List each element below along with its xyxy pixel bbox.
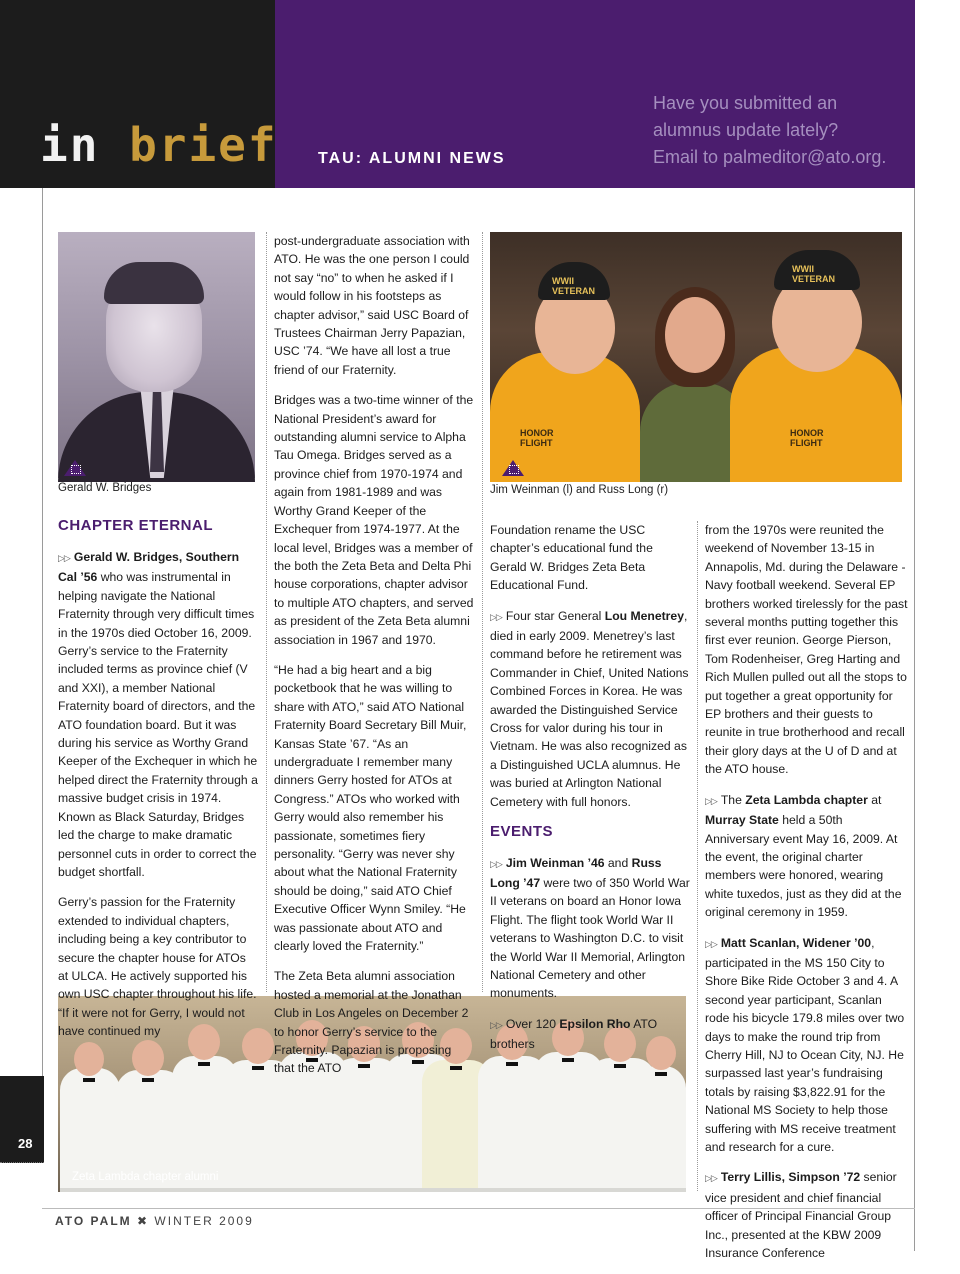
bow-tie (655, 1072, 667, 1076)
bullet-arrows-icon: ▷▷ (705, 939, 717, 950)
cap-badge: WWII VETERAN (552, 276, 596, 296)
ato-logo-icon (502, 460, 524, 476)
bullet-arrows-icon: ▷▷ (490, 859, 502, 870)
right-margin-rule (914, 188, 915, 1251)
left-margin-rule (42, 188, 43, 1076)
name-highlight: Jim Weinman ’46 (505, 855, 605, 870)
title-in: in (40, 118, 100, 172)
promo-text (653, 90, 903, 171)
paragraph: Bridges was a two-time winner of the National President’s award for outstanding alumni service to Alpha Tau Omega. Bridges served as a province chief from 1970-1974 and again from 1981-1989 and was Worthy Grand Keeper of the Exchequer from 1974-1977. At the local level, Bridges was a member of the both the Zeta Beta and Delta Phi house corporations, chapter advisor to multiple ATO chapters, and served as president of the Zeta Beta alumni association in 1967 and 1970. (274, 393, 474, 647)
bow-tie (198, 1062, 210, 1066)
footer (55, 1214, 254, 1228)
paragraph-text: , participated in the MS 150 City to Shore Bike Ride October 3 and 4. A second year participant, Scanlan rode his bicycle 179.8 miles over two days to make the round trip from Cherry Hill, NJ to Ocean City, NJ. He surpassed last year’s fundraising totals by raising $3,822.91 for the National MS Society to help those suffering with MS receive treatment and research for a cure. (705, 935, 905, 1154)
paragraph (705, 934, 908, 1157)
paragraph-text: at (871, 792, 882, 807)
white-jacket (634, 1066, 686, 1192)
paragraph-text: The (720, 792, 742, 807)
paragraph: “He had a big heart and a big pocketbook that he was willing to share with ATO,” said ATO National Fraternity Board Secretary Bill Muir, Kansas State ’67. “As an undergraduate I remember many dinners Gerry hosted for ATOs at Congress.” ATOs who worked with Gerry would also remember his passionate, sometimes fiery personality. “Gerry was never shy about what the National Fraternity should be doing,” said ATO Chief Executive Officer Wynn Smiley. “He was passionate about ATO and clearly loved the Fraternity.” (274, 662, 467, 954)
column-1 (58, 548, 258, 1053)
name-highlight: Lou Menetrey (604, 608, 684, 623)
caption-weinman-long: Jim Weinman (l) and Russ Long (r) (490, 484, 669, 496)
name-highlight: Terry Lillis, Simpson ’72 (720, 1170, 861, 1185)
column-3 (490, 521, 690, 1066)
paragraph-text: Four star General (505, 608, 602, 623)
footer-issue: WINTER 2009 (154, 1214, 254, 1228)
bullet-arrows-icon: ▷▷ (490, 612, 502, 623)
heading-events: EVENTS (490, 823, 554, 841)
bullet-arrows-icon: ▷▷ (705, 1174, 717, 1185)
paragraph: The Zeta Beta alumni association hosted a memorial at the Jonathan Club in Los Angeles on December 2 to honor Gerry’s service to the Fraternity. Papazian is proposing that the ATO (274, 969, 469, 1076)
name-highlight: Gerald W. Bridges, Southern Cal ’56 (58, 550, 240, 585)
bow-tie (142, 1078, 154, 1082)
column-divider (482, 232, 483, 992)
photo-weinman-long (490, 232, 902, 478)
shirt-print: HONOR FLIGHT (520, 428, 554, 448)
in-brief-title (40, 118, 278, 172)
paragraph: Gerry’s passion for the Fraternity extended to individual chapters, including being a key contributor to secure the chapter house for ATOs at ULCA. He actively supported his own USC chapter throughout his life. “If it were not for Gerry, I would not have continued my (58, 895, 257, 1039)
bullet-arrows-icon: ▷▷ (58, 554, 70, 564)
paragraph-text: Over 120 (505, 1016, 556, 1031)
caption-bridges: Gerald W. Bridges (58, 482, 152, 494)
bow-tie (83, 1078, 95, 1082)
footer-cross-icon: ✖ (137, 1214, 150, 1228)
promo-line: Email to palmeditor@ato.org. (653, 147, 887, 167)
bow-tie (252, 1066, 264, 1070)
column-4 (705, 521, 908, 1274)
promo-line: alumnus update lately? (653, 120, 839, 140)
cap-badge: WWII VETERAN (792, 264, 836, 284)
paragraph: post-undergraduate association with ATO. He was the one person I could not say “no” to when he asked if I would follow in his footsteps as chapter advisor,” said USC Board of Trustees Chairman Jerry Papazian, USC ’74. “We have all lost a true friend of our Fraternity. (274, 234, 470, 377)
column-divider (697, 521, 698, 1191)
page-number: 28 (18, 1136, 33, 1151)
section-title: TAU: ALUMNI NEWS (318, 150, 506, 167)
paragraph (705, 1168, 908, 1262)
column-2 (274, 232, 474, 1090)
page-number-rule (0, 1162, 44, 1163)
paragraph-text: , died in early 2009. Menetrey’s last command before he retirement was Commander in Chief, United Nations Combined Forces in Korea. He was awarded the Distinguished Service Cross for valor during his tour in Vietnam. He was also recognized as a Distinguished UCLA alumnus. He was buried at Arlington National Cemetery with full honors. (490, 608, 689, 809)
caption-zeta-lambda: Zeta Lambda chapter alumni (72, 1171, 219, 1183)
promo-line: Have you submitted an (653, 93, 838, 113)
photo-gerald-bridges (58, 232, 255, 478)
bullet-arrows-icon: ▷▷ (705, 796, 717, 807)
paragraph-text: and (607, 855, 629, 870)
paragraph-text: ATO brothers (490, 1016, 658, 1052)
bullet-arrows-icon: ▷▷ (490, 1020, 502, 1031)
paragraph (58, 548, 258, 881)
heading-chapter-eternal: CHAPTER ETERNAL (58, 517, 214, 534)
paragraph-text: who was instrumental in helping navigate the National Fraternity through very difficult times in the 1970s died October 16, 2009. Gerry’s service to the Fraternity included terms as province chief (V and XXI), a member National Fraternity board of directors, and the ATO foundation board. But it was during his service as Worthy Grand Keeper of the Exchequer in which he helped direct the Fraternity through a massive budget crisis in 1974. Known as Black Saturday, Bridges led the charge to make dramatic personnel cuts in order to correct the budget shortfall. (58, 570, 258, 879)
paragraph (490, 854, 690, 1003)
column-divider (266, 232, 267, 992)
name-highlight: Murray State (705, 813, 779, 828)
title-brief: brief (129, 118, 278, 172)
paragraph (705, 791, 908, 922)
ato-logo-icon (64, 460, 86, 476)
paragraph (490, 607, 690, 811)
name-highlight: Epsilon Rho (559, 1016, 631, 1031)
name-highlight: Russ Long ’47 (490, 855, 662, 890)
paragraph (490, 1015, 690, 1054)
name-highlight: Zeta Lambda chapter (745, 792, 868, 807)
footer-publication: ATO PALM (55, 1214, 132, 1228)
name-highlight: Matt Scanlan, Widener ’00 (720, 935, 872, 950)
photo-hair (104, 262, 204, 304)
shirt-print: HONOR FLIGHT (790, 428, 824, 448)
paragraph-text: were two of 350 World War II veterans on board an Honor Iowa Flight. The flight took World War II veterans to Washington D.C. to visit the World War II Memorial, Arlington National Cemetery and other monuments. (490, 875, 690, 1001)
woman-face (665, 297, 725, 373)
paragraph-text: senior vice president and chief financial officer of Principal Financial Group Inc., presented at the KBW 2009 Insurance Conference (705, 1170, 897, 1261)
paragraph: Foundation rename the USC chapter’s educational fund the Gerald W. Bridges Zeta Beta Educational Fund. (490, 523, 653, 593)
paragraph-text: held a 50th Anniversary event May 16, 2009. At the event, the original charter members were honored, wearing white tuxedos, just as they did at the original ceremony in 1959. (705, 813, 902, 920)
paragraph: from the 1970s were reunited the weekend of November 13-15 in Annapolis, Md. during the Delaware - Navy football weekend. Several EP brothers worked tirelessly for the past several months putting together this first ever reunion. George Pierson, Tom Rodenheiser, Greg Harting and Rich Mullen pulled out all the stops to put together a great opportunity for EP brothers and their guests to reunite in true brotherhood and recall their glory days at the U of D and at the ATO house. (705, 523, 908, 777)
